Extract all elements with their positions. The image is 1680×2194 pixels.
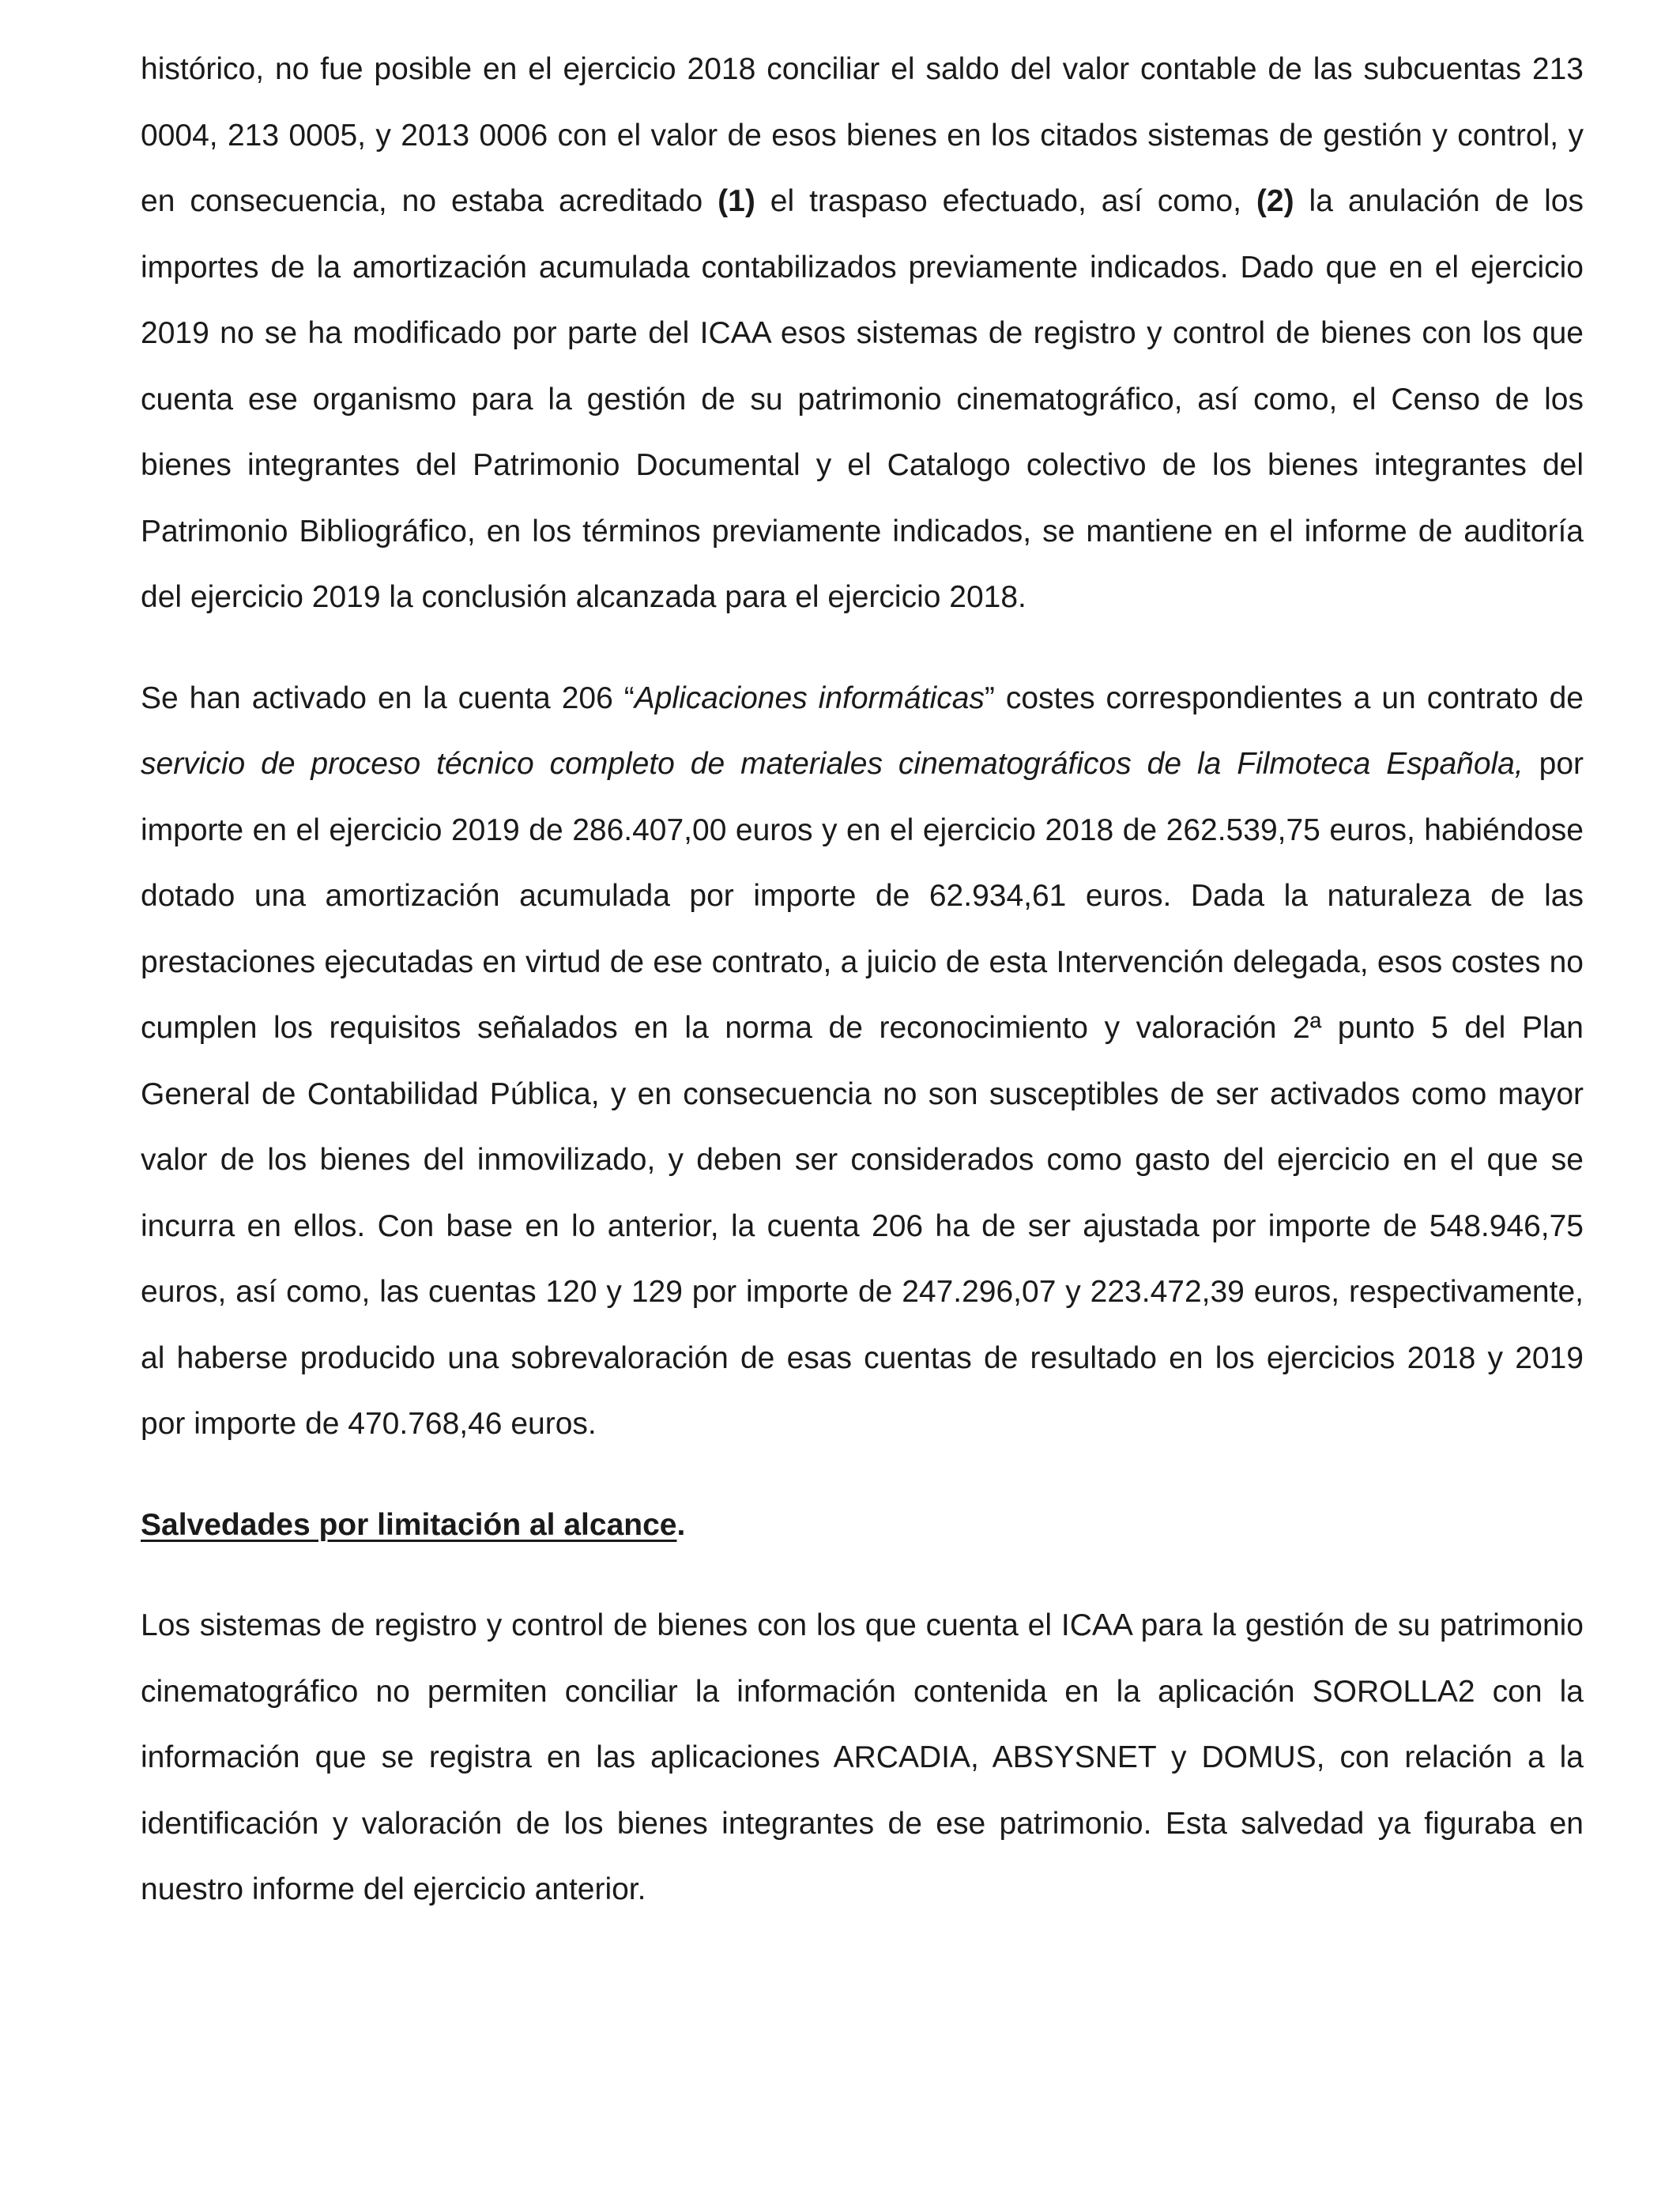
paragraph-limitacion (141, 1593, 1584, 1923)
paragraph-text: el traspaso efectuado, así como, (755, 184, 1256, 218)
section-heading (141, 1492, 1584, 1559)
italic-contract-name: servicio de proceso técnico completo de materiales cinematográficos de la Filmoteca Española, (141, 747, 1524, 781)
paragraph-text: Los sistemas de registro y control de bienes con los que cuenta el ICAA para la gestión de su patrimonio cinematográfico no permiten conciliar la información contenida en la aplicación SOROLLA2 con la información que se registra en las aplicaciones ARCADIA, ABSYSNET y DOMUS, con relación a la identificación y valoración de los bienes integrantes de ese patrimonio. Esta salvedad ya figuraba en nuestro informe del ejercicio anterior. (141, 1608, 1584, 1906)
paragraph-cuenta-206 (141, 665, 1584, 1457)
section-heading-text: Salvedades por limitación al alcance (141, 1507, 677, 1542)
italic-account-name: Aplicaciones informáticas (634, 680, 985, 715)
paragraph-text: la anulación de los importes de la amortización acumulada contabilizados previamente indicados. Dado que en el ejercicio 2019 no se ha modificado por parte del ICAA esos sistemas de registro y control de bienes con los que cuenta ese organismo para la gestión de su patrimonio cinematográfico, así como, el Censo de los bienes integrantes del Patrimonio Documental y el Catalogo colectivo de los bienes integrantes del Patrimonio Bibliográfico, en los términos previamente indicados, se mantiene en el informe de auditoría del ejercicio 2019 la conclusión alcanzada para el ejercicio 2018. (141, 184, 1584, 614)
section-heading-period: . (676, 1507, 686, 1542)
paragraph-text: por importe en el ejercicio 2019 de 286.407,00 euros y en el ejercicio 2018 de 262.539,75 euros, habiéndose dotado una amortización acumulada por importe de 62.934,61 euros. Dada la naturaleza de las prestaciones ejecutadas en virtud de ese contrato, a juicio de esta Intervención delegada, esos costes no cumplen los requisitos señalados en la norma de reconocimiento y valoración 2ª punto 5 del Plan General de Contabilidad Pública, y en consecuencia no son susceptibles de ser activados como mayor valor de los bienes del inmovilizado, y deben ser considerados como gasto del ejercicio en el que se incurra en ellos. Con base en lo anterior, la cuenta 206 ha de ser ajustada por importe de 548.946,75 euros, así como, las cuentas 120 y 129 por importe de 247.296,07 y 223.472,39 euros, respectivamente, al haberse producido una sobrevaloración de esas cuentas de resultado en los ejercicios 2018 y 2019 por importe de 470.768,46 euros. (141, 747, 1584, 1441)
paragraph-text: Se han activado en la cuenta 206 “ (141, 680, 635, 715)
document-page (141, 36, 1584, 1923)
paragraph-text: histórico, no fue posible en el ejercicio 2018 conciliar el saldo del valor contable de las subcuentas 213 0004, 213 0005, y 2013 0006 con el valor de esos bienes en los citados sistemas de gestión y control, y en consecuencia, no estaba acreditado (141, 52, 1584, 218)
bold-marker-1: (1) (718, 184, 755, 218)
paragraph-text: ” costes correspondientes a un contrato de (984, 680, 1584, 715)
paragraph-historico (141, 36, 1584, 631)
bold-marker-2: (2) (1256, 184, 1294, 218)
